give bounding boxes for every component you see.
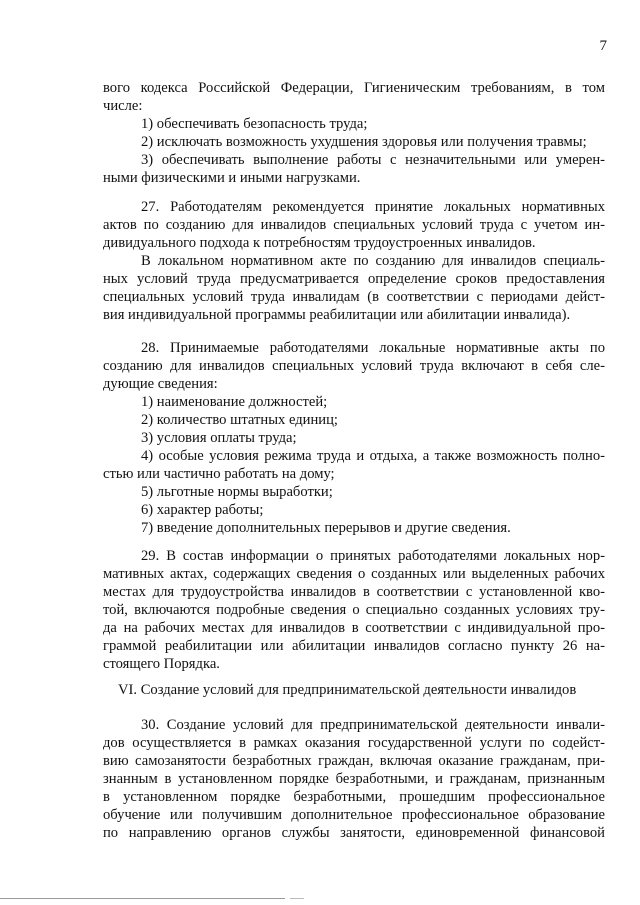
text-line: знанным в установленном порядке безработными, и гражданам, признанным — [103, 771, 605, 787]
text-line: ных условий труда предусматривается определение сроков предоставления — [103, 271, 605, 287]
text-line: граммой реабилитации или абилитации инвалидов согласно пункту 26 на- — [103, 638, 605, 654]
paragraph-block-1 — [103, 79, 605, 187]
paragraph-28 — [103, 339, 605, 537]
list-item: 7) введение дополнительных перерывов и другие сведения. — [141, 520, 511, 536]
text-line: обучение или получившим дополнительное профессиональное образование — [103, 807, 605, 823]
text-line: ными физическими и иными нагрузками. — [103, 170, 361, 186]
text-line: дов осуществляется в рамках оказания государственной услуги по содейст- — [103, 735, 605, 751]
list-item: 5) льготные нормы выработки; — [141, 484, 333, 500]
text-line: 28. Принимаемые работодателями локальные нормативные акты по — [141, 340, 605, 356]
section-heading: VI. Создание условий для предпринимательской деятельности инвалидов — [118, 682, 577, 698]
text-line: мативных актах, содержащих сведения о созданных или выделенных рабочих — [103, 566, 605, 582]
paragraph-27 — [103, 198, 605, 324]
text-line: актов по созданию для инвалидов специальных условий труда с учетом ин- — [103, 217, 605, 233]
text-line: той, включаются подробные сведения о специально созданных условиях тру- — [103, 602, 605, 618]
text-line: местах для трудоустройства инвалидов в соответствии с установленной кво- — [103, 584, 605, 600]
text-line: да на рабочих местах для инвалидов в соответствии с индивидуальной про- — [103, 620, 605, 636]
list-item: 4) особые условия режима труда и отдыха, а также возможность полно- — [141, 448, 605, 464]
text-line: по направлению органов службы занятости, единовременной финансовой — [103, 825, 605, 841]
list-item: 3) условия оплаты труда; — [141, 430, 297, 446]
text-line: 27. Работодателям рекомендуется принятие локальных нормативных — [141, 199, 605, 215]
list-item: 3) обеспечивать выполнение работы с незначительными или умерен- — [141, 152, 605, 168]
page-number: 7 — [599, 38, 607, 54]
footer-divider-short — [290, 898, 304, 899]
list-item: 1) наименование должностей; — [141, 394, 328, 410]
text-line: вия индивидуальной программы реабилитации или абилитации инвалида). — [103, 307, 571, 323]
text-line: 30. Создание условий для предпринимательской деятельности инвали- — [141, 717, 605, 733]
text-line: дивидуального подхода к потребностям трудоустроенных инвалидов. — [103, 235, 536, 251]
text-line: 29. В состав информации о принятых работодателями локальных нор- — [141, 548, 605, 564]
text-line: стоящего Порядка. — [103, 656, 220, 672]
paragraph-29 — [103, 547, 605, 673]
list-item: 2) количество штатных единиц; — [141, 412, 338, 428]
text-line: вию самозанятости безработных граждан, включая оказание гражданам, при- — [103, 753, 605, 769]
text-line: В локальном нормативном акте по созданию для инвалидов специаль- — [141, 253, 605, 269]
text-line: числе: — [103, 98, 143, 114]
list-item: 1) обеспечивать безопасность труда; — [141, 116, 368, 132]
text-line: стью или частично работать на дому; — [103, 466, 335, 482]
paragraph-30 — [103, 716, 605, 842]
footer-divider — [0, 898, 285, 899]
text-line: дующие сведения: — [103, 376, 218, 392]
text-line: вого кодекса Российской Федерации, Гигиеническим требованиям, в том — [103, 80, 605, 96]
text-line: созданию для инвалидов специальных условий труда включают в себя сле- — [103, 358, 605, 374]
text-line: специальных условий труда инвалидам (в соответствии с периодами дейст- — [103, 289, 605, 305]
text-line: в установленном порядке безработными, прошедшим профессиональное — [103, 789, 605, 805]
list-item: 6) характер работы; — [141, 502, 264, 518]
list-item: 2) исключать возможность ухудшения здоровья или получения травмы; — [141, 134, 587, 150]
